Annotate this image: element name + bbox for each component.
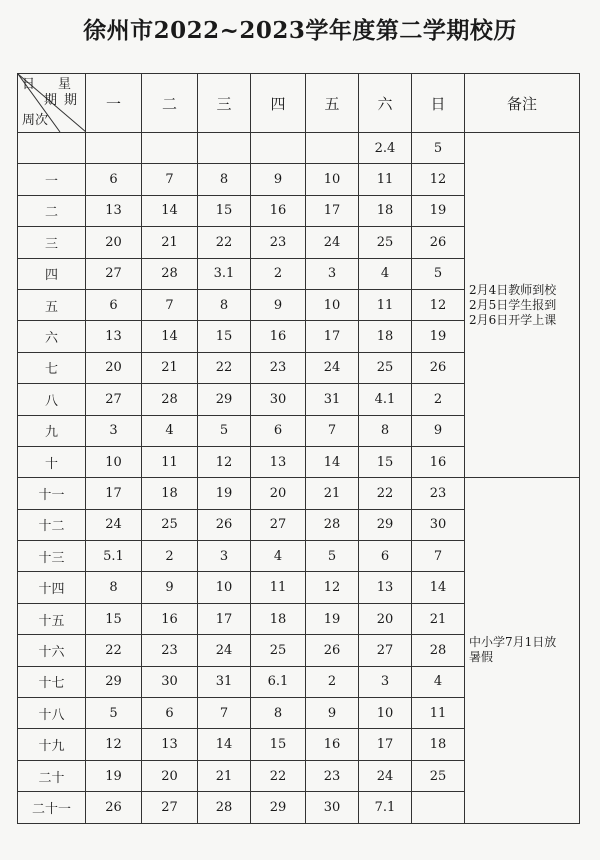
day-cell-wed: 3: [198, 541, 251, 572]
notes-cell-first: [465, 133, 580, 478]
day-cell-sun: 5: [412, 258, 465, 289]
day-cell-thu: 25: [251, 635, 306, 666]
day-cell-mon: 20: [86, 227, 142, 258]
week-number-cell: 十二: [18, 509, 86, 540]
day-cell-fri: 28: [306, 509, 359, 540]
day-cell-fri: 21: [306, 478, 359, 509]
day-cell-fri: 7: [306, 415, 359, 446]
page-title: 徐州市2022~2023学年度第二学期校历: [83, 17, 517, 44]
weekday-header-thu: 四: [251, 74, 306, 133]
day-cell-sat: 4.1: [359, 384, 412, 415]
weekday-header-fri: 五: [306, 74, 359, 133]
week-number-cell: 十一: [18, 478, 86, 509]
day-cell-fri: 17: [306, 195, 359, 226]
note-line: 2月5日学生报到: [469, 297, 557, 312]
day-cell-wed: 5: [198, 415, 251, 446]
week-number-cell: 十六: [18, 635, 86, 666]
day-cell-sat: 7.1: [359, 792, 412, 823]
day-cell-sat: 11: [359, 164, 412, 195]
day-cell-wed: 15: [198, 321, 251, 352]
day-cell-mon: 27: [86, 384, 142, 415]
day-cell-sun: [412, 792, 465, 823]
day-cell-fri: 30: [306, 792, 359, 823]
day-cell-sat: 18: [359, 195, 412, 226]
corner-label-qi-1: 期: [44, 93, 58, 108]
day-cell-mon: 5.1: [86, 541, 142, 572]
day-cell-tue: 11: [142, 446, 198, 477]
day-cell-sun: 14: [412, 572, 465, 603]
day-cell-tue: 14: [142, 321, 198, 352]
day-cell-thu: 18: [251, 603, 306, 634]
day-cell-sat: 20: [359, 603, 412, 634]
note-line: 暑假: [469, 650, 494, 665]
day-cell-wed: 31: [198, 666, 251, 697]
day-cell-tue: 20: [142, 760, 198, 791]
day-cell-fri: 14: [306, 446, 359, 477]
notes-cell-second: [465, 478, 580, 823]
day-cell-sun: 9: [412, 415, 465, 446]
day-cell-sat: 25: [359, 352, 412, 383]
week-number-cell: 二: [18, 195, 86, 226]
day-cell-wed: 3.1: [198, 258, 251, 289]
day-cell-wed: 15: [198, 195, 251, 226]
day-cell-sun: 26: [412, 227, 465, 258]
day-cell-fri: 10: [306, 289, 359, 320]
day-cell-sun: 19: [412, 321, 465, 352]
day-cell-tue: 30: [142, 666, 198, 697]
day-cell-wed: 8: [198, 164, 251, 195]
day-cell-fri: 31: [306, 384, 359, 415]
calendar-row: [18, 133, 580, 164]
week-number-cell: 五: [18, 289, 86, 320]
week-number-cell: 十五: [18, 603, 86, 634]
day-cell-sun: 28: [412, 635, 465, 666]
day-cell-tue: 18: [142, 478, 198, 509]
corner-label-qi-2: 期: [64, 93, 78, 108]
day-cell-thu: 23: [251, 352, 306, 383]
week-number-cell: 九: [18, 415, 86, 446]
note-line: 2月6日开学上课: [469, 312, 557, 327]
day-cell-sat: 24: [359, 760, 412, 791]
day-cell-sat: 27: [359, 635, 412, 666]
day-cell-mon: 3: [86, 415, 142, 446]
day-cell-fri: 19: [306, 603, 359, 634]
day-cell-mon: 15: [86, 603, 142, 634]
corner-label-zhouci: 周次: [22, 113, 49, 128]
week-number-cell: 八: [18, 384, 86, 415]
day-cell-mon: 6: [86, 289, 142, 320]
corner-label-ri: 日: [22, 77, 36, 92]
week-number-cell: 三: [18, 227, 86, 258]
corner-label-xing: 星: [58, 77, 72, 92]
day-cell-tue: 16: [142, 603, 198, 634]
day-cell-sun: 18: [412, 729, 465, 760]
day-cell-thu: 11: [251, 572, 306, 603]
week-number-cell: 四: [18, 258, 86, 289]
week-number-cell: 十八: [18, 698, 86, 729]
day-cell-mon: 29: [86, 666, 142, 697]
day-cell-thu: 4: [251, 541, 306, 572]
note-line: 中小学7月1日放: [469, 635, 557, 650]
day-cell-tue: 7: [142, 164, 198, 195]
week-number-cell: 一: [18, 164, 86, 195]
day-cell-sun: 21: [412, 603, 465, 634]
day-cell-mon: 6: [86, 164, 142, 195]
day-cell-thu: 29: [251, 792, 306, 823]
day-cell-wed: 22: [198, 227, 251, 258]
day-cell-fri: 10: [306, 164, 359, 195]
day-cell-tue: 28: [142, 258, 198, 289]
day-cell-wed: 10: [198, 572, 251, 603]
day-cell-mon: 17: [86, 478, 142, 509]
day-cell-mon: 26: [86, 792, 142, 823]
day-cell-wed: 17: [198, 603, 251, 634]
day-cell-tue: 25: [142, 509, 198, 540]
day-cell-thu: 16: [251, 321, 306, 352]
calendar-body: [18, 133, 580, 824]
day-cell-fri: 17: [306, 321, 359, 352]
corner-header-cell: [18, 74, 86, 133]
day-cell-sun: 25: [412, 760, 465, 791]
day-cell-wed: 14: [198, 729, 251, 760]
weekday-header-sun: 日: [412, 74, 465, 133]
day-cell-sun: 16: [412, 446, 465, 477]
day-cell-thu: 22: [251, 760, 306, 791]
day-cell-sat: 2.4: [359, 133, 412, 164]
day-cell-sat: 4: [359, 258, 412, 289]
day-cell-sun: 11: [412, 698, 465, 729]
day-cell-sun: 12: [412, 289, 465, 320]
day-cell-tue: 27: [142, 792, 198, 823]
day-cell-tue: 23: [142, 635, 198, 666]
day-cell-wed: 7: [198, 698, 251, 729]
week-number-cell: 十九: [18, 729, 86, 760]
day-cell-thu: 27: [251, 509, 306, 540]
day-cell-sat: 6: [359, 541, 412, 572]
day-cell-sat: 8: [359, 415, 412, 446]
school-calendar-table: [17, 73, 580, 824]
day-cell-wed: 19: [198, 478, 251, 509]
day-cell-tue: 14: [142, 195, 198, 226]
day-cell-mon: 5: [86, 698, 142, 729]
day-cell-tue: 28: [142, 384, 198, 415]
day-cell-sat: 18: [359, 321, 412, 352]
day-cell-sat: 22: [359, 478, 412, 509]
day-cell-thu: 9: [251, 164, 306, 195]
calendar-row: [18, 478, 580, 509]
week-number-cell: 十: [18, 446, 86, 477]
day-cell-wed: 29: [198, 384, 251, 415]
week-number-cell: 六: [18, 321, 86, 352]
week-number-cell: 七: [18, 352, 86, 383]
day-cell-mon: 10: [86, 446, 142, 477]
day-cell-sat: 13: [359, 572, 412, 603]
notes-header: 备注: [465, 74, 580, 133]
day-cell-thu: 6.1: [251, 666, 306, 697]
day-cell-wed: [198, 133, 251, 164]
day-cell-mon: 8: [86, 572, 142, 603]
day-cell-mon: 22: [86, 635, 142, 666]
day-cell-wed: 26: [198, 509, 251, 540]
day-cell-mon: 13: [86, 321, 142, 352]
day-cell-tue: [142, 133, 198, 164]
day-cell-sat: 29: [359, 509, 412, 540]
day-cell-fri: 3: [306, 258, 359, 289]
day-cell-fri: 2: [306, 666, 359, 697]
day-cell-sat: 11: [359, 289, 412, 320]
day-cell-wed: 12: [198, 446, 251, 477]
day-cell-thu: 20: [251, 478, 306, 509]
day-cell-thu: 8: [251, 698, 306, 729]
weekday-header-tue: 二: [142, 74, 198, 133]
day-cell-thu: 13: [251, 446, 306, 477]
note-line: 2月4日教师到校: [469, 282, 557, 297]
day-cell-tue: 21: [142, 227, 198, 258]
day-cell-thu: 6: [251, 415, 306, 446]
day-cell-thu: 16: [251, 195, 306, 226]
day-cell-fri: 16: [306, 729, 359, 760]
day-cell-fri: 5: [306, 541, 359, 572]
week-number-cell: 二十一: [18, 792, 86, 823]
day-cell-mon: 27: [86, 258, 142, 289]
week-number-cell: [18, 133, 86, 164]
day-cell-tue: 9: [142, 572, 198, 603]
day-cell-sat: 15: [359, 446, 412, 477]
weekday-header-wed: 三: [198, 74, 251, 133]
day-cell-thu: [251, 133, 306, 164]
day-cell-wed: 28: [198, 792, 251, 823]
day-cell-fri: 24: [306, 352, 359, 383]
day-cell-wed: 24: [198, 635, 251, 666]
week-number-cell: 二十: [18, 760, 86, 791]
day-cell-mon: 24: [86, 509, 142, 540]
day-cell-sat: 10: [359, 698, 412, 729]
day-cell-mon: 12: [86, 729, 142, 760]
day-cell-thu: 2: [251, 258, 306, 289]
day-cell-sun: 4: [412, 666, 465, 697]
day-cell-mon: 19: [86, 760, 142, 791]
day-cell-sun: 23: [412, 478, 465, 509]
day-cell-sat: 17: [359, 729, 412, 760]
day-cell-mon: 13: [86, 195, 142, 226]
day-cell-fri: 9: [306, 698, 359, 729]
day-cell-sun: 12: [412, 164, 465, 195]
day-cell-thu: 23: [251, 227, 306, 258]
day-cell-sun: 5: [412, 133, 465, 164]
day-cell-wed: 22: [198, 352, 251, 383]
day-cell-tue: 2: [142, 541, 198, 572]
day-cell-sun: 26: [412, 352, 465, 383]
day-cell-thu: 15: [251, 729, 306, 760]
day-cell-sun: 7: [412, 541, 465, 572]
day-cell-fri: [306, 133, 359, 164]
day-cell-wed: 8: [198, 289, 251, 320]
day-cell-sat: 25: [359, 227, 412, 258]
day-cell-mon: [86, 133, 142, 164]
week-number-cell: 十七: [18, 666, 86, 697]
day-cell-tue: 7: [142, 289, 198, 320]
day-cell-wed: 21: [198, 760, 251, 791]
day-cell-fri: 12: [306, 572, 359, 603]
day-cell-sat: 3: [359, 666, 412, 697]
day-cell-tue: 13: [142, 729, 198, 760]
day-cell-thu: 9: [251, 289, 306, 320]
header-row: [18, 74, 580, 133]
day-cell-sun: 19: [412, 195, 465, 226]
day-cell-fri: 26: [306, 635, 359, 666]
day-cell-tue: 21: [142, 352, 198, 383]
day-cell-thu: 30: [251, 384, 306, 415]
weekday-header-mon: 一: [86, 74, 142, 133]
day-cell-tue: 4: [142, 415, 198, 446]
week-number-cell: 十三: [18, 541, 86, 572]
weekday-header-sat: 六: [359, 74, 412, 133]
day-cell-sun: 2: [412, 384, 465, 415]
day-cell-mon: 20: [86, 352, 142, 383]
week-number-cell: 十四: [18, 572, 86, 603]
day-cell-tue: 6: [142, 698, 198, 729]
day-cell-fri: 24: [306, 227, 359, 258]
day-cell-fri: 23: [306, 760, 359, 791]
day-cell-sun: 30: [412, 509, 465, 540]
